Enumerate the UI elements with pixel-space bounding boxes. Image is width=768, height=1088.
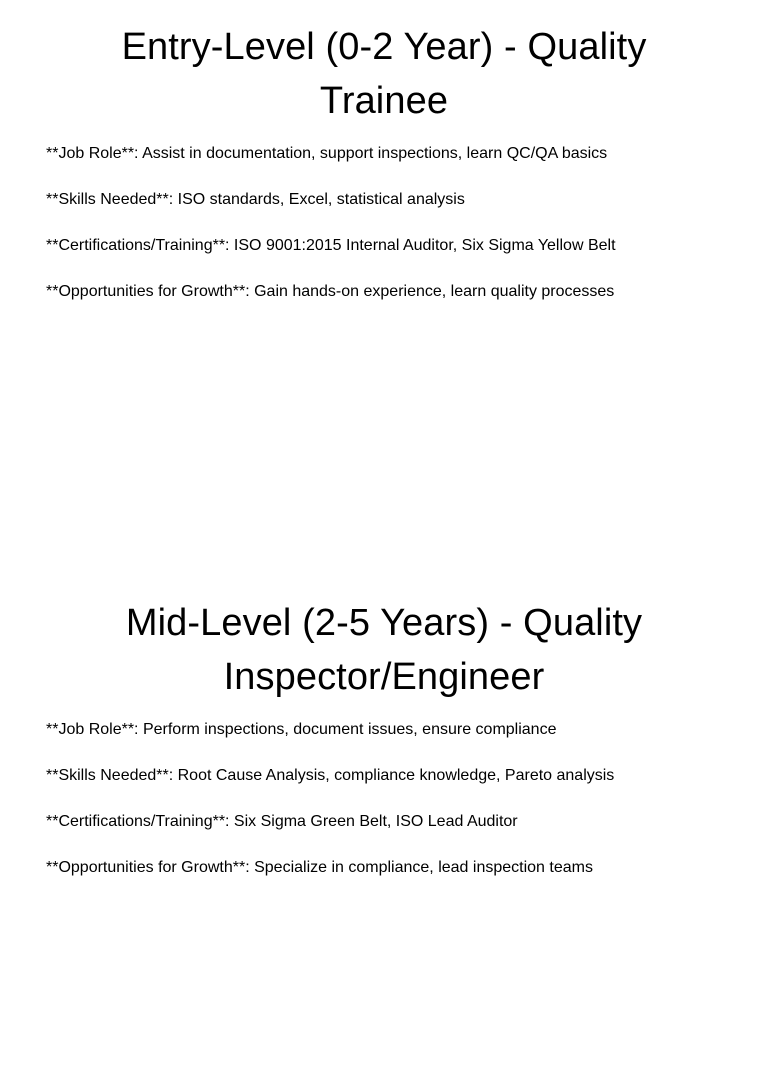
bullet-list	[46, 717, 748, 901]
slide-entry-level	[0, 0, 768, 512]
bullet-certifications: **Certifications/Training**: ISO 9001:2015 Internal Auditor, Six Sigma Yellow Belt	[46, 237, 616, 254]
bullet-job-role: **Job Role**: Assist in documentation, support inspections, learn QC/QA basics	[46, 145, 608, 162]
bullet-job-role: **Job Role**: Perform inspections, document issues, ensure compliance	[46, 721, 557, 738]
title-line-2: Trainee	[319, 80, 449, 122]
bullet-certifications: **Certifications/Training**: Six Sigma Green Belt, ISO Lead Auditor	[46, 813, 518, 830]
slide-mid-level	[0, 576, 768, 1088]
bullet-list	[46, 141, 748, 325]
title-line-1: Entry-Level (0-2 Year) - Quality	[121, 26, 647, 68]
title-line-1: Mid-Level (2-5 Years) - Quality	[125, 602, 643, 644]
bullet-opportunities: **Opportunities for Growth**: Specialize in compliance, lead inspection teams	[46, 859, 593, 876]
bullet-skills-needed: **Skills Needed**: ISO standards, Excel, statistical analysis	[46, 191, 465, 208]
title-line-2: Inspector/Engineer	[223, 656, 545, 698]
bullet-skills-needed: **Skills Needed**: Root Cause Analysis, compliance knowledge, Pareto analysis	[46, 767, 615, 784]
bullet-opportunities: **Opportunities for Growth**: Gain hands-on experience, learn quality processes	[46, 283, 615, 300]
slide-title	[40, 20, 728, 128]
slide-title	[40, 596, 728, 704]
